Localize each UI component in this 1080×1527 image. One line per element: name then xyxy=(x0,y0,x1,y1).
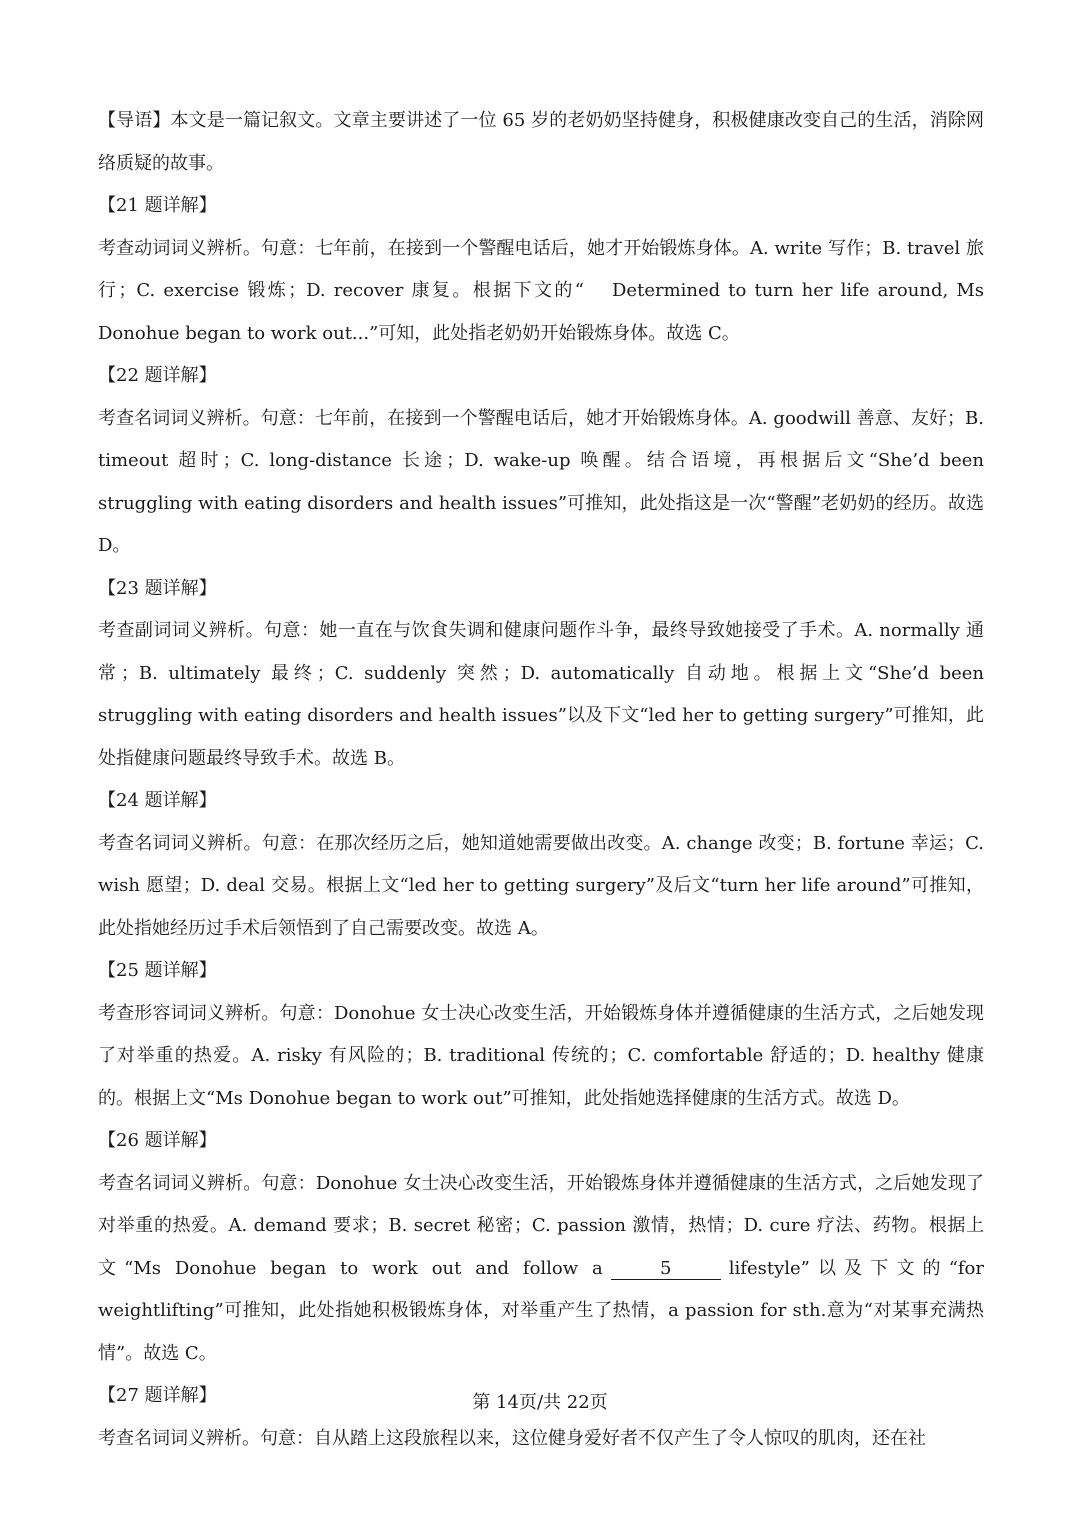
page-number-footer: 第 14页/共 22页 xyxy=(472,1392,608,1413)
section-text-21-b: Determined to turn her life around, Ms Donohue began to work out...”可知，此处指老奶奶开始锻炼身体。故选 C。 xyxy=(98,280,984,344)
section-text-26-a: 考查名词词义辨析。句意：Donohue 女士决心改变生活，开始锻炼身体并遵循健康的生活方式，之后她发现了对举重的热爱。A. demand 要求；B. secret 秘密；C. passion 激情，热情；D. cure 疗法、药物。根据上文“Ms Donohue began to work out and follow a xyxy=(98,1172,984,1279)
document-body xyxy=(98,100,984,1460)
section-body-21 xyxy=(98,228,984,356)
section-body-24: 考查名词词义辨析。句意：在那次经历之后，她知道她需要做出改变。A. change 改变；B. fortune 幸运；C. wish 愿望；D. deal 交易。根据上文“led her to getting surgery”及后文“turn her life around”可推知，此处指她经历过手术后领悟到了自己需要改变。故选 A。 xyxy=(98,832,984,939)
section-body-25: 考查形容词词义辨析。句意：Donohue 女士决心改变生活，开始锻炼身体并遵循健康的生活方式，之后她发现了对举重的热爱。A. risky 有风险的；B. traditional 传统的；C. comfortable 舒适的；D. healthy 健康的。根据上文“Ms Donohue began to work out”可推知，此处指她选择健康的生活方式。故选 D。 xyxy=(98,1002,984,1109)
section-heading-22: 【22 题详解】 xyxy=(98,365,217,386)
section-heading-21: 【21 题详解】 xyxy=(98,195,217,216)
section-body-23: 考查副词词义辨析。句意：她一直在与饮食失调和健康问题作斗争，最终导致她接受了手术。A. normally 通常；B. ultimately 最终；C. suddenly 突然；D. automatically 自动地。根据上文“She’d been struggling with eating disorders and health issues”以及下文“led her to getting surgery”可推知，此处指健康问题最终导致手术。故选 B。 xyxy=(98,620,984,769)
section-heading-25: 【25 题详解】 xyxy=(98,960,217,981)
section-body-26 xyxy=(98,1163,984,1376)
section-body-27: 考查名词词义辨析。句意：自从踏上这段旅程以来，这位健身爱好者不仅产生了令人惊叹的肌肉，还在社 xyxy=(98,1427,926,1449)
section-heading-23: 【23 题详解】 xyxy=(98,577,217,599)
section-heading-24: 【24 题详解】 xyxy=(98,790,217,811)
section-heading-26: 【26 题详解】 xyxy=(98,1130,217,1151)
section-text-26-b: lifestyle”以及下文的“for weightlifting”可推知，此处指她积极锻炼身体，对举重产生了热情，a passion for sth.意为“对某事充满热情”。故选 C。 xyxy=(98,1257,984,1364)
section-text-21-a: 考查动词词义辨析。句意：七年前，在接到一个警醒电话后，她才开始锻炼身体。A. write 写作；B. travel 旅行；C. exercise 锻炼；D. recover 康复。根据下文的“ xyxy=(98,237,984,301)
section-body-22: 考查名词词义辨析。句意：七年前，在接到一个警醒电话后，她才开始锻炼身体。A. goodwill 善意、友好；B. timeout 超时；C. long-distance 长途；D. wake-up 唤醒。结合语境，再根据后文“She’d been struggling with eating disorders and health issues”可推知，此处指这是一次“警醒”老奶奶的经历。故选 D。 xyxy=(98,407,984,556)
fill-in-blank: 5 xyxy=(611,1259,721,1280)
section-heading-27: 【27 题详解】 xyxy=(98,1385,217,1406)
intro-paragraph: 【导语】本文是一篇记叙文。文章主要讲述了一位 65 岁的老奶奶坚持健身，积极健康改变自己的生活，消除网络质疑的故事。 xyxy=(98,110,984,174)
